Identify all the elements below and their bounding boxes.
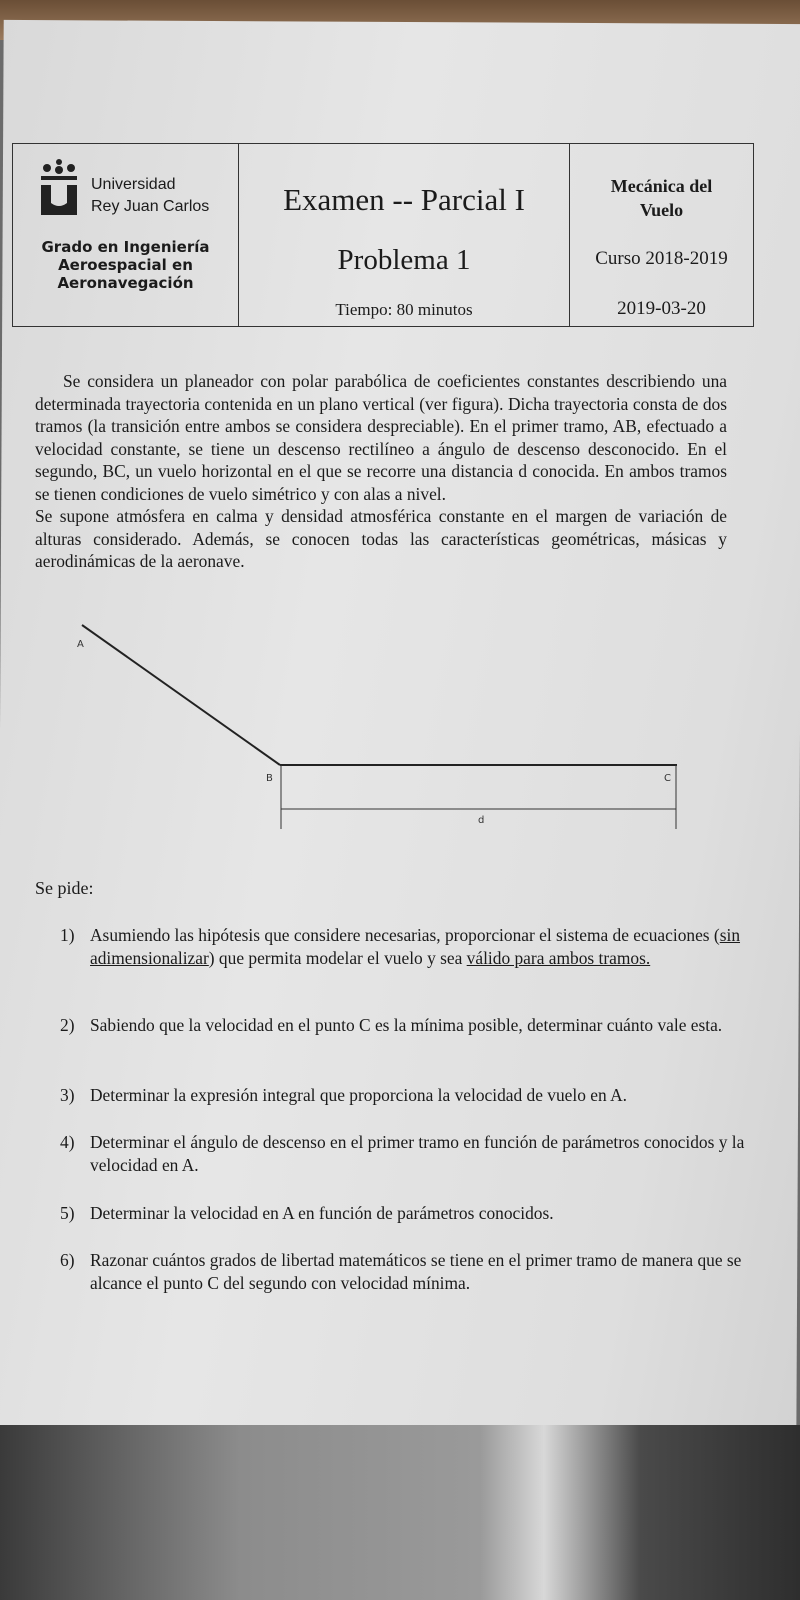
header-title (239, 144, 570, 326)
question-text: Determinar la velocidad en A en función de parámetros conocidos. (90, 1203, 554, 1223)
label-d: d (478, 815, 485, 826)
question-item (60, 1202, 750, 1225)
underlined-text: sin adimensionalizar (90, 925, 741, 968)
question-text: Determinar el ángulo de descenso en el primer tramo en función de parámetros conocidos y la velocidad en A. (90, 1132, 745, 1175)
header-institution (13, 144, 239, 326)
degree-line: Aeroespacial en (58, 256, 193, 274)
subject-line: Mecánica del (610, 176, 713, 196)
university-name (91, 174, 209, 218)
question-number: 4) (60, 1132, 75, 1152)
question-item (60, 1084, 750, 1107)
exam-date: 2019-03-20 (617, 298, 706, 319)
question-item (60, 1249, 750, 1295)
degree-line: Aeronavegación (57, 274, 194, 292)
question-item (60, 924, 750, 970)
subject-line: Vuelo (639, 200, 684, 220)
question-number: 5) (60, 1203, 75, 1223)
exam-header (12, 143, 754, 327)
label-c: C (664, 773, 671, 784)
label-b: B (266, 773, 273, 784)
text-run: Asumiendo las hipótesis que considere necesarias, proporcionar el sistema de ecuaciones ( (90, 925, 720, 945)
trajectory-figure (60, 615, 700, 845)
question-text: Razonar cuántos grados de libertad matemáticos se tiene en el primer tramo de manera que se alcance el punto C del segundo con velocidad mínima. (90, 1250, 742, 1293)
question-number: 2) (60, 1015, 75, 1035)
question-text (90, 924, 750, 970)
problem-title: Problema 1 (337, 244, 471, 276)
statement-paragraph: Se supone atmósfera en calma y densidad atmosférica constante en el margen de variación de alturas considerado. Además, se conocen todas las características geométricas, másicas y aerodinámicas de la aeronave. (35, 506, 727, 571)
course-year: Curso 2018-2019 (595, 248, 728, 269)
question-number: 6) (60, 1250, 75, 1270)
degree-name (13, 238, 238, 292)
background-fabric (0, 1425, 800, 1600)
text-run: ) que permita modelar el vuelo y sea (208, 948, 467, 968)
statement-paragraph: Se considera un planeador con polar parabólica de coeficientes constantes describiendo una determinada trayectoria contenida en un plano vertical (ver figura). Dicha trayectoria consta de dos tramos (la transición entre ambos se considera despreciable). En el primer tramo, AB, efectuado a velocidad constante, se tiene un descenso rectilíneo a ángulo de descenso desconocido. En el segundo, BC, un vuelo horizontal en el que se recorre una distancia d conocida. En ambos tramos se tienen condiciones de vuelo simétrico y con alas a nivel. (35, 371, 727, 504)
university-line: Universidad (91, 176, 176, 193)
exam-title: Examen -- Parcial I (283, 182, 525, 217)
question-number: 3) (60, 1085, 75, 1105)
subject-name (570, 174, 753, 222)
questions-intro: Se pide: (35, 878, 94, 898)
underlined-text: válido para ambos tramos. (466, 948, 651, 968)
question-number: 1) (60, 925, 75, 945)
header-subject (570, 144, 753, 326)
question-item (60, 1131, 750, 1177)
label-a: A (77, 639, 84, 650)
exam-time: Tiempo: 80 minutos (335, 300, 473, 319)
degree-line: Grado en Ingeniería (41, 238, 210, 256)
segment-ab (82, 625, 280, 765)
question-text: Determinar la expresión integral que proporciona la velocidad de vuelo en A. (90, 1085, 627, 1105)
university-line: Rey Juan Carlos (91, 198, 210, 215)
question-text: Sabiendo que la velocidad en el punto C es la mínima posible, determinar cuánto vale esta. (90, 1015, 723, 1035)
university-logo (39, 158, 89, 218)
question-item (60, 1014, 750, 1037)
problem-statement (35, 370, 727, 573)
